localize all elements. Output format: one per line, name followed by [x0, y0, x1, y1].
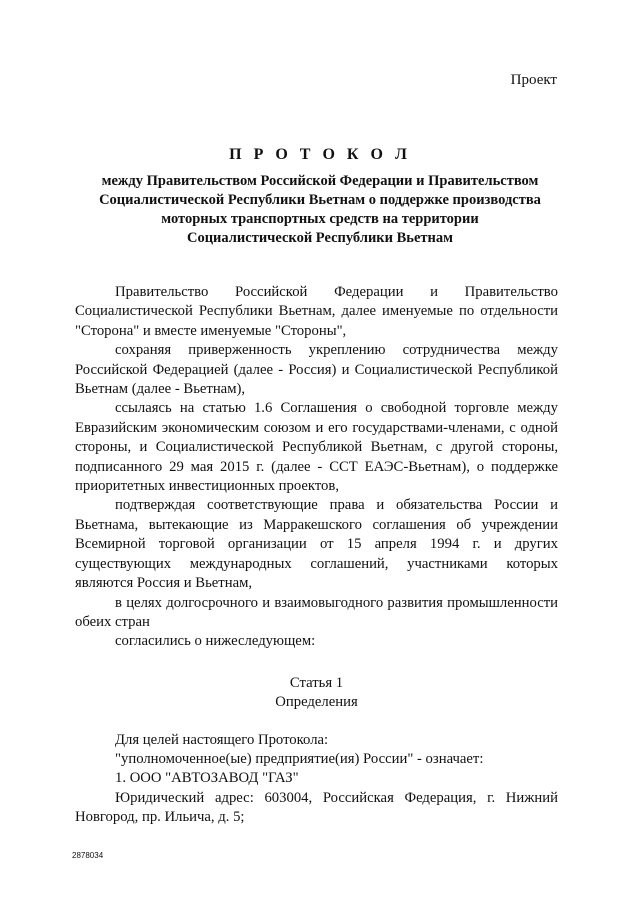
- subtitle-line: между Правительством Российской Федерации и Правительством: [101, 173, 539, 189]
- preamble-paragraph: подтверждая соответствующие права и обязательства России и Вьетнама, вытекающие из Марракешского соглашения об учреждении Всемирной торговой организации от 15 апреля 1994 г. и других существующих международных соглашений, участниками которых являются Россия и Вьетнам,: [75, 497, 558, 592]
- preamble-paragraph: сохраняя приверженность укреплению сотрудничества между Российской Федерацией (далее - Россия) и Социалистической Республикой Вьетнам (далее - Вьетнам),: [75, 342, 558, 398]
- article-paragraph: Для целей настоящего Протокола:: [115, 731, 329, 748]
- article-paragraph: 1. ООО "АВТОЗАВОД "ГАЗ": [115, 770, 299, 787]
- document-number: 2878034: [72, 851, 104, 860]
- article-number: Статья 1: [289, 674, 344, 691]
- article-paragraph: Юридический адрес: 603004, Российская Федерация, г. Нижний Новгород, пр. Ильича, д. 5;: [75, 789, 558, 826]
- subtitle-line: Социалистической Республики Вьетнам о поддержке производства: [99, 192, 541, 208]
- draft-label: Проект: [510, 72, 557, 88]
- subtitle-line: моторных транспортных средств на территории: [161, 211, 479, 227]
- article-name: Определения: [275, 694, 358, 711]
- document-title: П Р О Т О К О Л: [229, 146, 411, 163]
- document-body: [75, 283, 558, 828]
- document-subtitle: [60, 172, 580, 248]
- preamble-paragraph: Правительство Российской Федерации и Правительство Социалистической Республики Вьетнам, далее именуемые по отдельности "Сторона" и вместе именуемые "Стороны",: [75, 284, 558, 339]
- preamble-paragraph: согласились о нижеследующем:: [115, 633, 316, 650]
- article-paragraph: "уполномоченное(ые) предприятие(ия) России" - означает:: [115, 750, 484, 767]
- preamble-paragraph: ссылаясь на статью 1.6 Соглашения о свободной торговле между Евразийским экономическим союзом и его государствами-членами, с одной стороны, и Социалистической Республикой Вьетнам, с другой стороны, подписанного 29 мая 2015 г. (далее - ССТ ЕАЭС-Вьетнам), о поддержке приоритетных инвестиционных проектов,: [75, 400, 558, 495]
- article-heading: [75, 674, 558, 713]
- preamble-paragraph: в целях долгосрочного и взаимовыгодного развития промышленности обеих стран: [75, 594, 558, 630]
- subtitle-line: Социалистической Республики Вьетнам: [186, 230, 454, 246]
